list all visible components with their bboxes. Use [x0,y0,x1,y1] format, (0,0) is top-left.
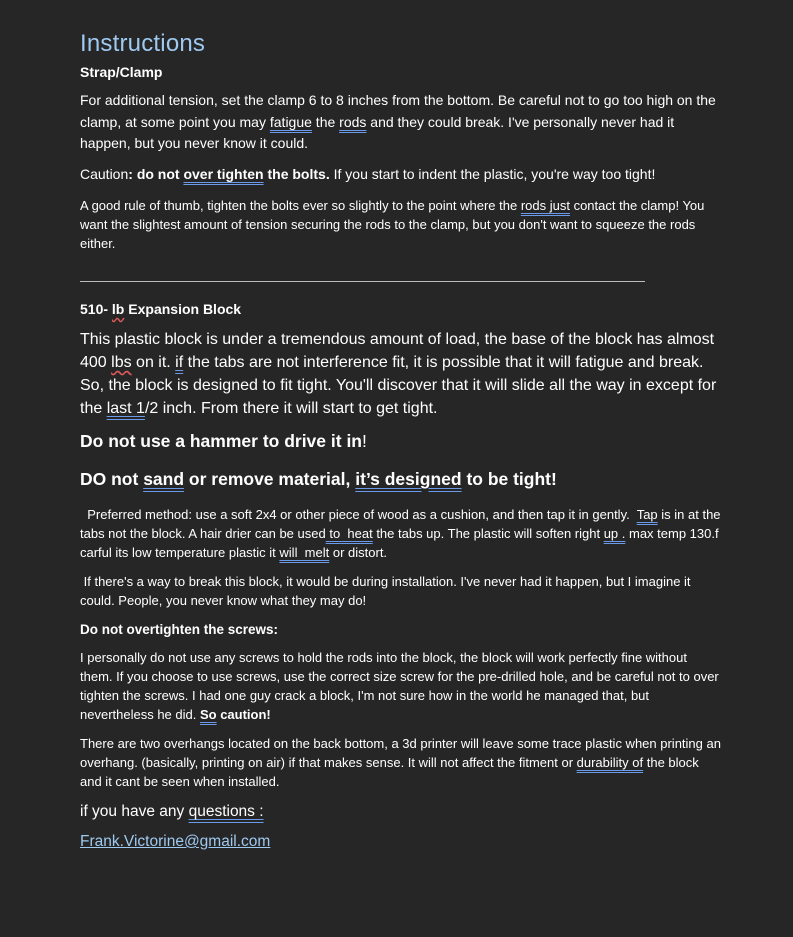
grammar-flag[interactable]: rods [339,113,367,130]
grammar-flag[interactable]: up . [603,526,626,541]
text-run: A good rule of thumb, tighten the bolts ever so slightly to the point where the [80,198,521,213]
text-run: if you have any [80,803,189,820]
text-run-bold: to be tight! [461,469,557,489]
text-run: Expansion Block [124,301,242,317]
grammar-flag[interactable]: if [175,354,184,371]
grammar-flag[interactable]: fatigue [269,113,312,130]
paragraph-caution [80,164,723,186]
paragraph-preferred-method [80,505,730,562]
email-line [80,833,723,851]
text-run-bold: the bolts. [263,165,330,182]
subheading-screws: Do not overtighten the screws: [80,622,279,637]
text-run-bold: or remove material, [184,469,356,489]
text-run: contact the clamp! You want the slightest amount of tension securing the rods to the clamp, but you don't want to squeeze the rods either. [80,198,705,251]
spelling-flag[interactable]: lbs [111,354,132,371]
text-run: Caution [80,165,129,182]
paragraph-screws [80,648,723,724]
text-run: on it. [131,354,176,371]
grammar-flag[interactable]: sand [143,469,185,489]
text-run: If you start to indent the plastic, you're way too tight! [329,165,656,182]
grammar-flag[interactable]: So [199,707,217,722]
section-heading-strap-clamp: Strap/Clamp [80,64,163,80]
text-run-bold: : do not [128,165,184,182]
warning-no-hammer [80,431,723,452]
grammar-flag[interactable]: will melt [279,545,330,560]
text-run: or distort. [329,545,388,560]
grammar-flag[interactable]: Tap [636,507,658,522]
spelling-flag[interactable]: lb [111,301,125,317]
paragraph-block-load [80,328,723,420]
paragraph-installation-warning: If there's a way to break this block, it would be during installation. I've never had it happen, but I imagine it could. People, you never know what they may do! [80,574,695,608]
grammar-flag[interactable]: last 1 [106,400,145,417]
grammar-flag[interactable]: rods just [520,198,570,213]
paragraph-clamp-tension [80,90,723,155]
grammar-flag[interactable]: over tighten [183,165,264,182]
text-run: is in at the tabs not the block. A hair drier can be used [80,507,725,541]
text-run: This plastic block is under a tremendous amount of load, the base of the block has almost 400 [80,331,715,371]
section-heading-expansion-block [80,301,723,317]
text-run: the tabs are not interference fit, it is possible that it will fatigue and break. So, the block is designed to fit tight. You'll discover that it will slide all the way in except for the [80,354,717,417]
text-run: ! [362,431,367,451]
text-run: and they could break. I've personally never had it happen, but you never know it could. [80,113,675,151]
text-run: 510- [80,301,112,317]
text-run-bold: caution! [216,707,271,722]
text-run: the block and it cant be seen when installed. [80,755,699,789]
paragraph-contact [80,803,723,821]
grammar-flag[interactable]: durability of [576,755,644,770]
text-run: I personally do not use any screws to hold the rods into the block, the block will work perfectly fine without them. If you choose to use screws, use the correct size screw for the pre-drilled hole, and be careful not to over tighten the screws. I had one guy crack a block, I'm not sure how in the world he managed that, but nevertheless he did. [80,650,719,722]
document-title: Instructions [80,30,206,57]
grammar-flag[interactable]: to heat [325,526,373,541]
text-run: /2 inch. From there it will start to get tight. [144,400,438,417]
email-link[interactable]: Frank.Victorine@gmail.com [80,833,271,850]
paragraph-rule-of-thumb [80,196,723,253]
paragraph-overhangs [80,734,723,791]
text-run: There are two overhangs located on the back bottom, a 3d printer will leave some trace plastic when printing an overhang. (basically, printing on air) if that makes sense. It will not affect the fitment or [80,736,721,770]
text-run: Preferred method: use a soft 2x4 or other piece of wood as a cushion, and then tap it in gently. [80,507,637,522]
text-run-bold: Do not use a hammer to drive it in [80,431,362,451]
warning-no-sanding [80,469,723,490]
text-run: For additional tension, set the clamp 6 to 8 inches from the bottom. Be careful not to go too high on the clamp, at some point you may [80,92,716,130]
text-run: max temp 130.f carful its low temperature plastic it [80,526,730,560]
horizontal-rule [80,281,645,282]
grammar-flag[interactable]: questions : [188,803,264,820]
text-run-bold: DO not [80,469,144,489]
grammar-flag[interactable]: it’s designed [355,469,462,489]
text-run: the [311,113,340,130]
text-run: the tabs up. The plastic will soften right [372,526,604,541]
